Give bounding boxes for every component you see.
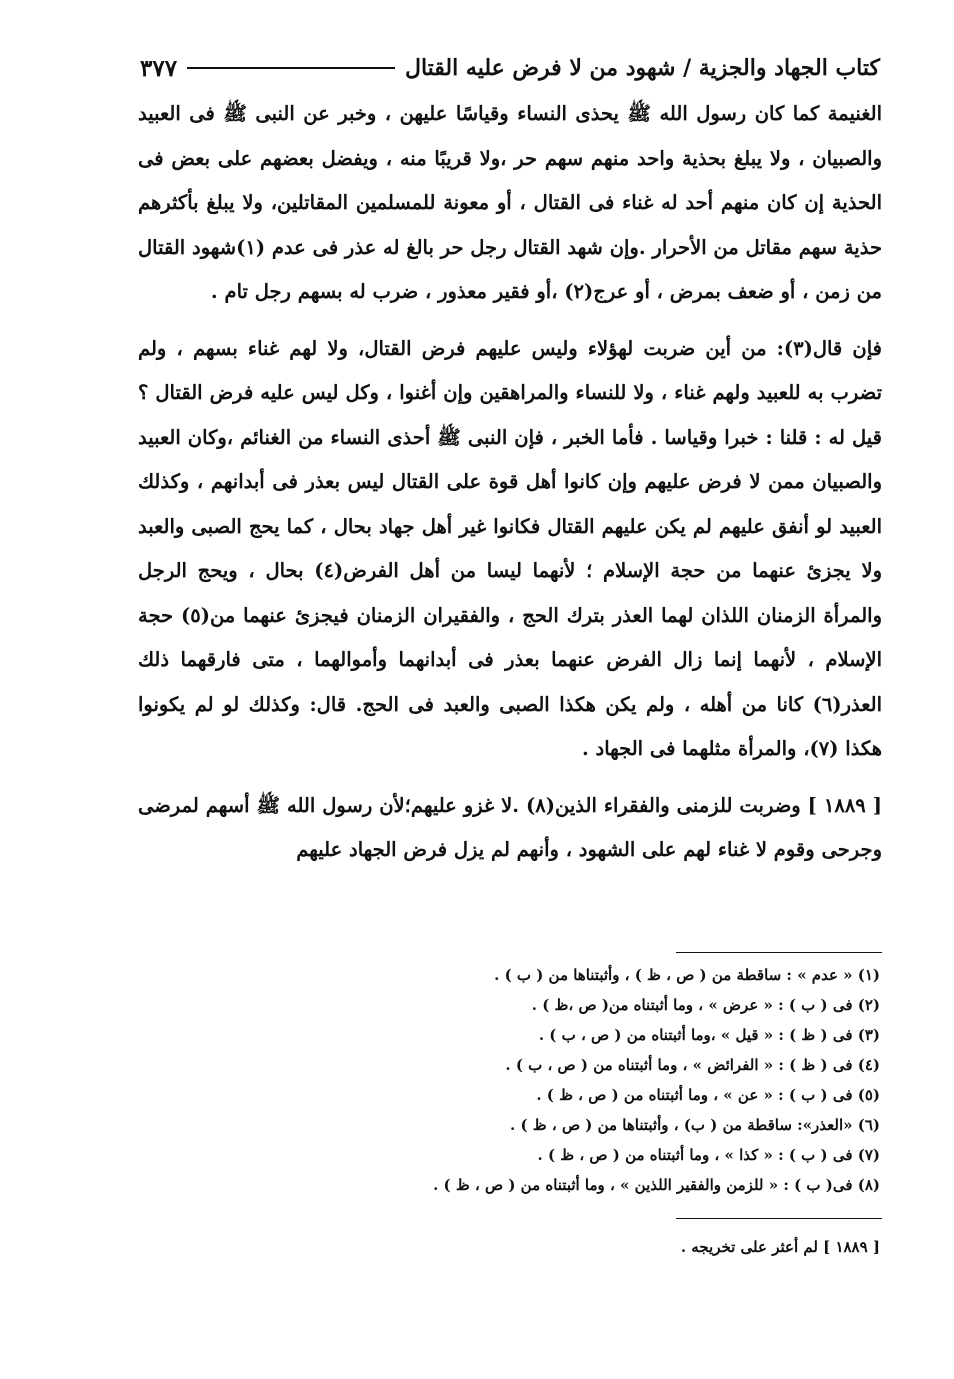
footnote: (٦) «العذر»: ساقطة من ( ب) ، وأثبتناها من ( ص ، ظ ) . xyxy=(510,1116,880,1134)
footnote-divider xyxy=(676,952,882,953)
footnote: (٧) فى ( ب ) : « كذا » ، وما أثبتناه من ( ص ، ظ ) . xyxy=(537,1146,880,1164)
paragraph: الغنيمة كما كان رسول الله ﷺ يحذى النساء وقياسًا عليهن ، وخبر عن النبى ﷺ فى العبيد والصبيان ، ولا يبلغ بحذية واحد منهم سهم حر ،ولا قريبًا منه ، ويفضل بعضهم على بعض فى الحذية إن كان منهم أحد له غناء فى القتال ، أو معونة للمسلمين المقاتلين، ولا يبلغ بأكثرهم حذية سهم مقاتل من الأحرار .وإن شهد القتال رجل حر بالغ له عذر فى عدم (١)شهود القتال من زمن ، أو ضعف بمرض ، أو عرج(٢) ،أو فقير معذور ، ضرب له بسهم رجل تام . xyxy=(138,102,882,303)
header-rule xyxy=(187,67,395,69)
footnote: (٢) فى ( ب ) : « عرض » ، وما أثبتناه من( ص ،ظ ) . xyxy=(531,996,880,1014)
page-number: ٣٧٧ xyxy=(140,54,178,82)
takhrij-divider xyxy=(676,1218,882,1219)
running-header xyxy=(140,48,880,88)
header-title: كتاب الجهاد والجزية / شهود من لا فرض عليه القتال xyxy=(404,55,880,81)
takhrij-note: [ ١٨٨٩ ] لم أعثر على تخريجه . xyxy=(680,1238,880,1256)
footnote: (٣) فى ( ظ ) : « قيل » ،وما أثبتناه من ( ص ، ب ) . xyxy=(538,1026,880,1044)
main-text xyxy=(138,92,882,873)
footnote: (٨) فى( ب ) : « للزمن والفقير اللذين » ، وما أثبتناه من ( ص ، ظ ) . xyxy=(433,1176,880,1194)
footnote: (٤) فى ( ظ ) : « الفرائض » ، وما أثبتناه من ( ص ، ب ) . xyxy=(505,1056,880,1074)
footnote: (٥) فى ( ب ) : « عن » ، وما أثبتناه من ( ص ، ظ ) . xyxy=(536,1086,880,1104)
paragraph-hadith-1889: [ ١٨٨٩ ] وضربت للزمنى والفقراء الذين(٨) .لا غزو عليهم؛لأن رسول الله ﷺ أسهم لمرضى وجرحى وقوم لا غناء لهم على الشهود ، وأنهم لم يزل فرض الجهاد عليهم xyxy=(138,793,883,861)
footnote: (١) « عدم » : ساقطة من ( ص ، ظ ) ، وأثبتناها من ( ب ) . xyxy=(494,966,880,984)
footnotes xyxy=(300,960,880,1200)
paragraph: فإن قال(٣): من أين ضربت لهؤلاء وليس عليهم فرض القتال، ولا لهم غناء بسهم ، ولم تضرب به للعبيد ولهم غناء ، ولا للنساء والمراهقين وإن أغنوا ، وكل ليس عليه فرض القتال ؟ قيل له : قلنا : خبرا وقياسا . فأما الخبر ، فإن النبى ﷺ أحذى النساء من الغنائم ،وكان العبيد والصبيان ممن لا فرض عليهم وإن كانوا أهل قوة على القتال ليس بعذر فى أبدانهم ، وكذلك العبيد لو أنفق عليهم لم يكن عليهم القتال فكانوا غير أهل جهاد بحال ، كما يحج الصبى والعبد ولا يجزئ عنهما من حجة الإسلام ؛ لأنهما ليسا من أهل الفرض(٤) بحال ، ويحج الرجل والمرأة الزمنان اللذان لهما العذر بترك الحج ، والفقيران الزمنان فيجزئ عنهما من(٥) حجة الإسلام ، لأنهما إنما زال الفرض عنهما بعذر فى أبدانهما وأموالهما ، متى فارقهما ذلك العذر(٦) كانا من أهله ، ولم يكن هكذا الصبى والعبد فى الحج. قال: وكذلك لو لم يكونوا هكذا (٧)، والمرأة مثلهما فى الجهاد . xyxy=(138,336,882,760)
